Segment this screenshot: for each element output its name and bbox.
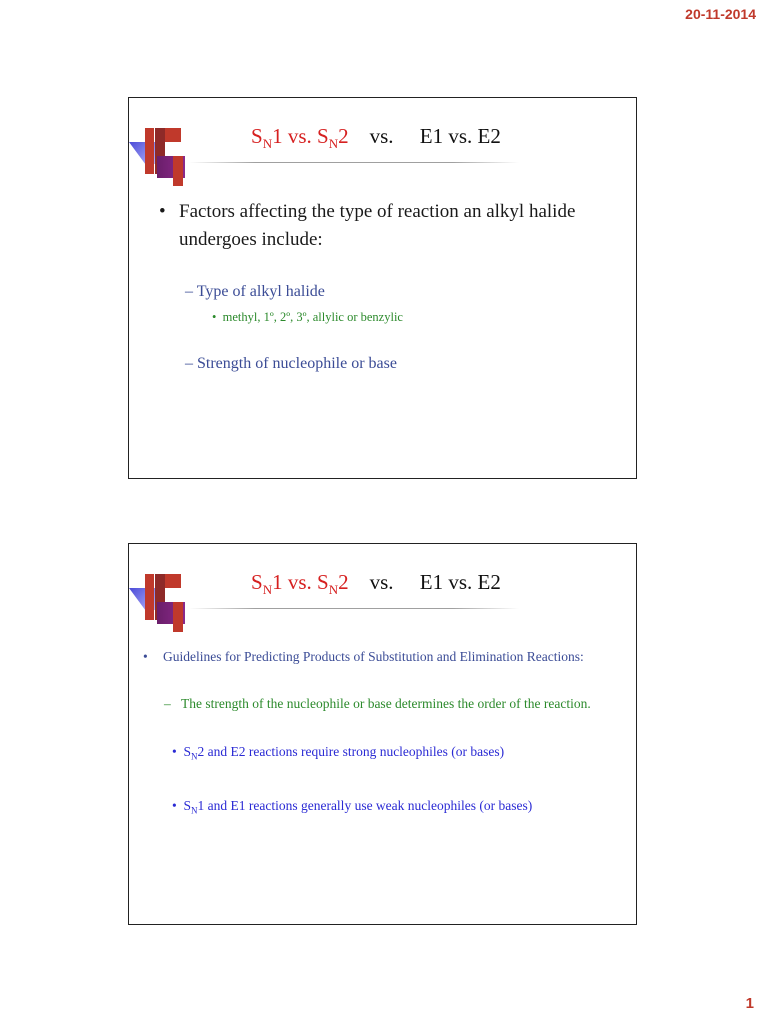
sub-sub-bullet-item: • methyl, 1º, 2º, 3º, allylic or benzylic <box>212 310 403 324</box>
sub-sub-bullet-item: • $S_N2$ and E2 reactions require strong nucleophiles (or bases) <box>172 744 505 762</box>
sub-bullet-item: – The strength of the nucleophile or base determines the order of the reaction. <box>164 696 591 711</box>
sub-bullet-item: – Type of alkyl halide <box>185 283 325 300</box>
page-number: 1 <box>745 995 754 1012</box>
title-divider <box>189 608 519 609</box>
slide-1 <box>128 97 637 479</box>
slide-logo-icon <box>129 572 199 634</box>
title-divider <box>189 162 519 163</box>
slide-2 <box>128 543 637 925</box>
bullet-item: • Factors affecting the type of reaction an alkyl halide undergoes include: <box>159 201 576 250</box>
slide-title: $S_N1$ vs. $S_N2$ vs. E1 vs. E2 <box>251 570 501 598</box>
sub-bullet-item: – Strength of nucleophile or base <box>185 355 397 372</box>
header-date: 20-11-2014 <box>685 6 756 22</box>
slide-logo-icon <box>129 126 199 188</box>
bullet-item: • Guidelines for Predicting Products of Substitution and Elimination Reactions: <box>143 649 584 664</box>
slide-title: $S_N1$ vs. $S_N2$ vs. E1 vs. E2 <box>251 124 501 152</box>
sub-sub-bullet-item: • $S_N1$ and E1 reactions generally use weak nucleophiles (or bases) <box>172 798 533 816</box>
